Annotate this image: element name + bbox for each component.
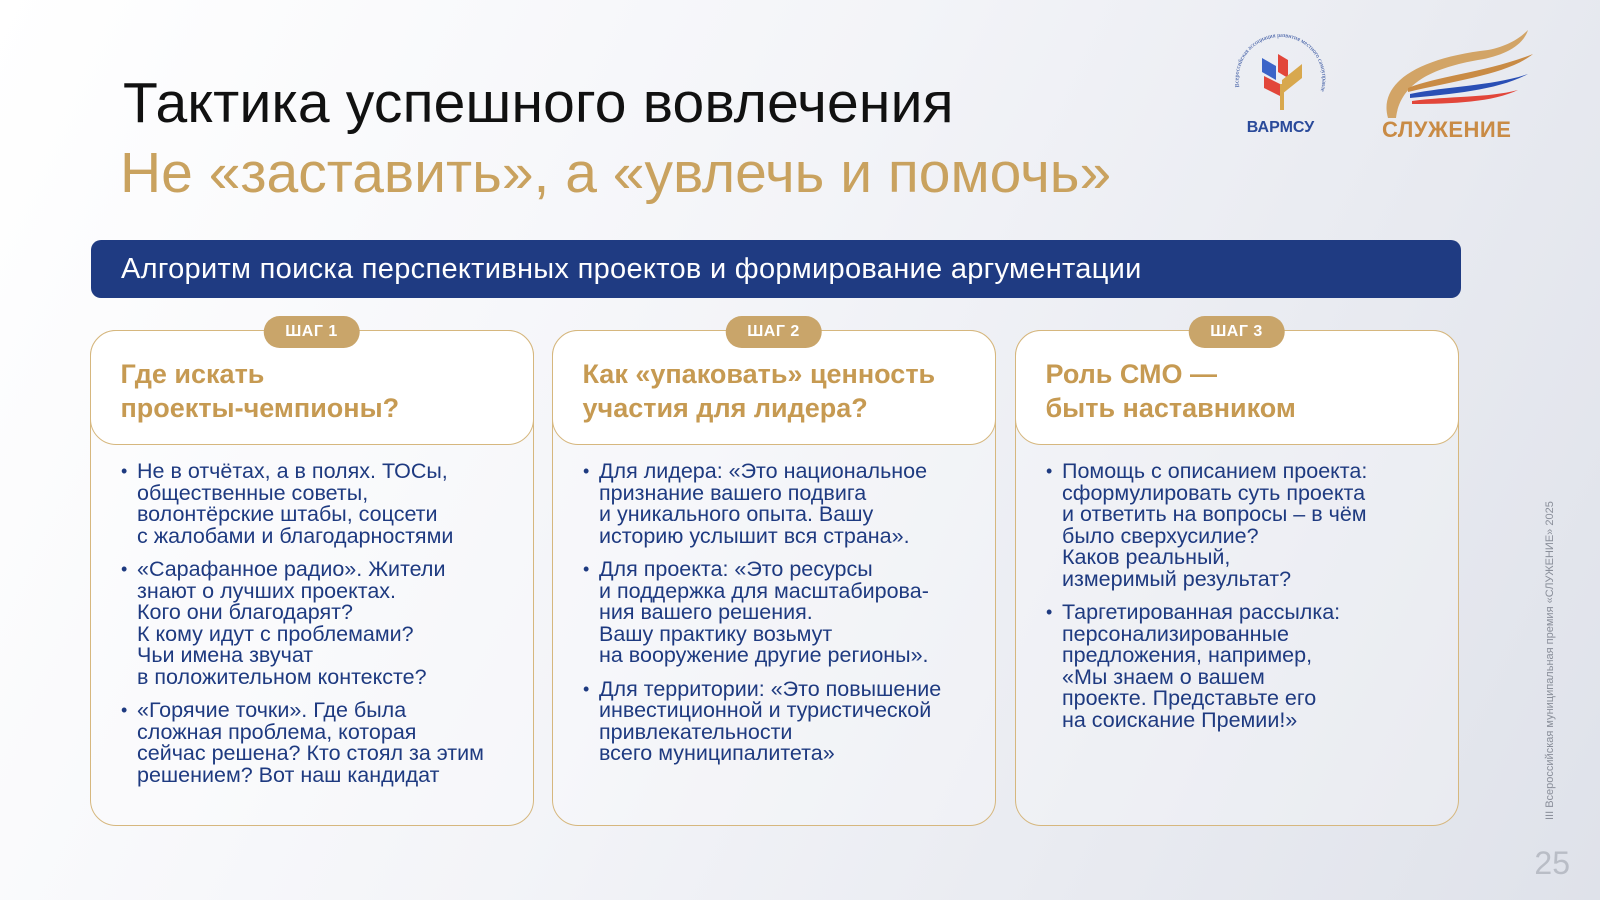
banner-text: Алгоритм поиска перспективных проектов и формирование аргументации bbox=[121, 252, 1142, 285]
step-bullet-list bbox=[121, 461, 531, 798]
bullet-item: • «Горячие точки». Где была сложная проблема, которая сейчас решена? Кто стоял за этим решением? Вот наш кандидат bbox=[121, 700, 531, 786]
step-card-header bbox=[552, 322, 996, 445]
step-card-3 bbox=[1015, 322, 1459, 826]
slide-title: Тактика успешного вовлечения bbox=[123, 71, 954, 135]
algorithm-banner bbox=[91, 240, 1461, 298]
bullet-item: • Таргетированная рассылка: персонализированные предложения, например, «Мы знаем о вашем проекте. Представьте его на соискание Премии!» bbox=[1046, 602, 1456, 731]
bullet-item: • Помощь с описанием проекта: сформулировать суть проекта и ответить на вопросы – в чём было сверхусилие? Каков реальный, измеримый результат? bbox=[1046, 461, 1456, 590]
bullet-item: • «Сарафанное радио». Жители знают о лучших проектах. Кого они благодарят? К кому идут с проблемами? Чьи имена звучат в положительном контексте? bbox=[121, 559, 531, 688]
step-bullet-list bbox=[1046, 461, 1456, 743]
step-title: Как «упаковать» ценность участия для лидера? bbox=[582, 358, 936, 423]
sluzhenie-logo bbox=[1378, 28, 1538, 143]
sluzhenie-label: СЛУЖЕНИЕ bbox=[1382, 117, 1512, 142]
step-bullet-list bbox=[583, 461, 993, 777]
bullet-item: • Не в отчётах, а в полях. ТОСы, общественные советы, волонтёрские штабы, соцсети с жалобами и благодарностями bbox=[121, 461, 531, 547]
varmsu-ring-text: Всероссийская ассоциация развития местного самоуправле bbox=[1234, 32, 1327, 93]
step-card-2 bbox=[552, 322, 996, 826]
bullet-item: • Для проекта: «Это ресурсы и поддержка для масштабирова- ния вашего решения. Вашу практику возьмут на вооружение другие регионы». bbox=[583, 559, 993, 667]
step-title: Роль СМО — быть наставником bbox=[1045, 358, 1296, 423]
step-badge: ШАГ 1 bbox=[263, 316, 360, 348]
slide-subtitle: Не «заставить», а «увлечь и помочь» bbox=[120, 141, 1112, 205]
bullet-item: • Для лидера: «Это национальное признание вашего подвига и уникального опыта. Вашу историю услышит вся страна». bbox=[583, 461, 993, 547]
page-number: 25 bbox=[1534, 845, 1570, 881]
step-badge: ШАГ 3 bbox=[1188, 316, 1285, 348]
step-title: Где искать проекты-чемпионы? bbox=[120, 358, 400, 423]
step-card-1 bbox=[90, 322, 534, 826]
vertical-caption: III Всероссийская муниципальная премия «СЛУЖЕНИЕ» 2025 bbox=[1544, 501, 1556, 820]
step-card-header bbox=[1015, 322, 1459, 445]
step-badge: ШАГ 2 bbox=[725, 316, 822, 348]
varmsu-logo bbox=[1218, 18, 1343, 143]
step-card-header bbox=[90, 322, 534, 445]
varmsu-label: ВАРМСУ bbox=[1246, 119, 1315, 136]
bullet-item: • Для территории: «Это повышение инвестиционной и туристической привлекательности всего муниципалитета» bbox=[583, 679, 993, 765]
